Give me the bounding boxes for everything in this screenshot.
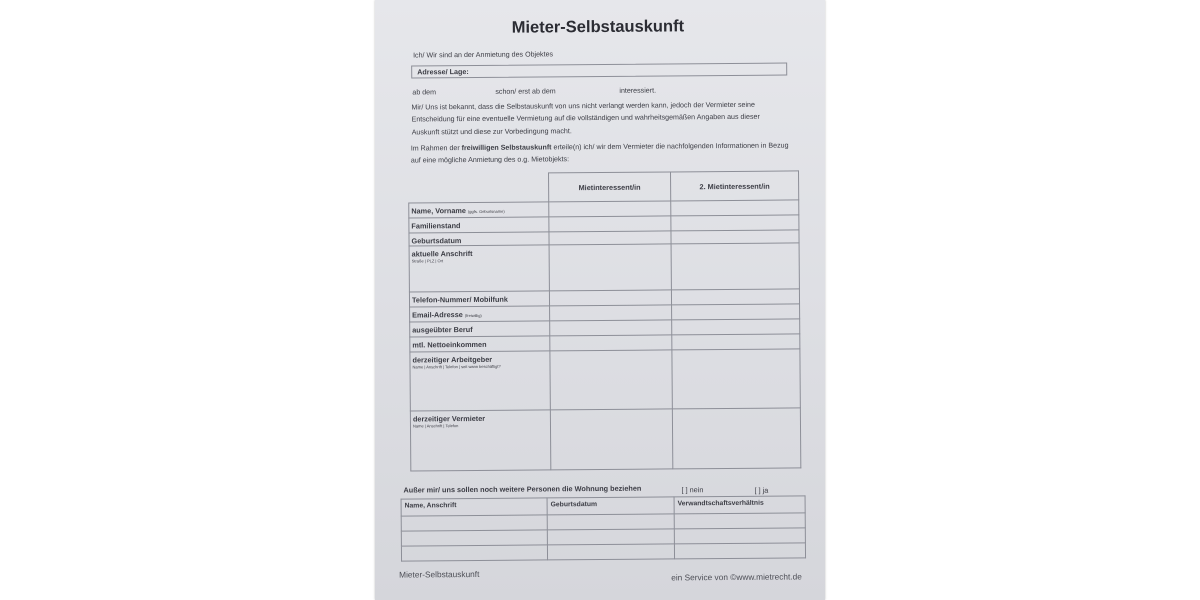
column-header-tenant-1: Mietinteressent/in	[549, 172, 671, 202]
footer-left: Mieter-Selbstauskunft	[399, 568, 480, 580]
input-cell[interactable]	[674, 513, 805, 529]
input-cell[interactable]	[671, 230, 799, 244]
row-hint-text: (ggfs. Geburtsname)	[467, 208, 505, 215]
footer-right: ein Service von ©www.mietrecht.de	[671, 571, 802, 583]
row-label-text: aktuelle Anschrift	[411, 248, 473, 259]
consent-paragraph	[411, 139, 791, 167]
row-label-occupation: ausgeübter Beruf	[410, 321, 550, 337]
address-field[interactable]: Adresse/ Lage:	[411, 63, 787, 79]
additional-persons-question: Außer mir/ uns sollen noch weitere Personen die Wohnung beziehen	[403, 483, 642, 495]
input-cell[interactable]	[549, 201, 671, 217]
checkbox-yes[interactable]: [ ] ja	[754, 485, 769, 495]
input-cell[interactable]	[550, 350, 672, 410]
column-header-birthdate: Geburtsdatum	[547, 497, 674, 515]
input-cell[interactable]	[401, 545, 547, 561]
row-label-text: derzeitiger Vermieter	[412, 413, 486, 424]
form-sheet	[375, 0, 825, 600]
row-sub-text: Straße | PLZ | Ort	[411, 258, 444, 264]
input-cell[interactable]	[671, 243, 799, 290]
input-cell[interactable]	[674, 543, 805, 559]
input-cell[interactable]	[401, 515, 547, 531]
input-cell[interactable]	[550, 409, 672, 470]
row-sub-text: Name | Anschrift | Telefon	[412, 423, 459, 429]
row-label-email	[410, 306, 550, 322]
consent-text-post: erteile(n) ich/ wir dem Vermieter die nachfolgenden Informationen in Bezug auf eine mögliche Anmietung des o.g. Mietobjekts:	[410, 141, 789, 165]
document-title: Mieter-Selbstauskunft	[511, 17, 685, 37]
input-cell[interactable]	[549, 244, 671, 291]
input-cell[interactable]	[672, 408, 800, 469]
checkbox-no[interactable]: [ ] nein	[681, 485, 704, 495]
additional-persons-table	[401, 495, 806, 561]
row-label-net-income: mtl. Nettoeinkommen	[410, 336, 550, 352]
consent-text-bold: freiwilligen Selbstauskunft	[461, 143, 552, 153]
tenant-info-table	[408, 170, 801, 471]
row-label-phone: Telefon-Nummer/ Mobilfunk	[409, 291, 549, 307]
row-sub-text: Name | Anschrift | Telefon | seit wann beschäftigt?	[412, 363, 501, 370]
row-label-text: Email-Adresse	[412, 310, 463, 320]
row-label-family-status: Familienstand	[409, 217, 549, 233]
row-label-address	[409, 245, 549, 292]
row-label-employer	[410, 351, 550, 411]
row-label-text: derzeitiger Arbeitgeber	[412, 354, 493, 365]
column-header-tenant-2: 2. Mietinteressent/in	[670, 171, 798, 201]
already-date-label: schon/ erst ab dem	[495, 87, 556, 96]
notice-paragraph: Mir/ Uns ist bekannt, dass die Selbstauskunft von uns nicht verlangt werden kann, jedoch der Vermieter seine Entscheidung für eine eventuelle Vermietung auf die vollständigen und wahrheitsgemäßen Angaben aus dieser Auskunft stützt und diese zur Vorbedingung macht.	[411, 100, 760, 137]
input-cell[interactable]	[672, 319, 800, 335]
interested-label: interessiert.	[619, 86, 657, 95]
input-cell[interactable]	[672, 304, 800, 320]
input-cell[interactable]	[549, 216, 671, 232]
row-hint-text: (freiwillig)	[464, 312, 482, 319]
input-cell[interactable]	[547, 514, 674, 530]
intro-text: Ich/ Wir sind an der Anmietung des Objektes	[413, 50, 554, 60]
input-cell[interactable]	[672, 334, 800, 350]
input-cell[interactable]	[550, 305, 672, 321]
document-page	[375, 0, 825, 600]
input-cell[interactable]	[671, 289, 799, 305]
column-header-name-address: Name, Anschrift	[401, 498, 547, 516]
from-date-label: ab dem	[412, 88, 437, 97]
row-label-birthdate: Geburtsdatum	[409, 232, 549, 246]
table-corner	[409, 173, 549, 203]
consent-text-pre: Im Rahmen der	[410, 144, 462, 153]
column-header-relationship: Verwandtschaftsverhältnis	[674, 496, 805, 514]
input-cell[interactable]	[674, 528, 805, 544]
input-cell[interactable]	[671, 215, 799, 231]
row-label-text: Name, Vorname	[411, 206, 466, 216]
input-cell[interactable]	[671, 200, 799, 216]
input-cell[interactable]	[550, 320, 672, 336]
input-cell[interactable]	[549, 231, 671, 245]
input-cell[interactable]	[549, 290, 671, 306]
input-cell[interactable]	[547, 529, 674, 545]
row-label-name	[409, 202, 549, 218]
input-cell[interactable]	[401, 530, 547, 546]
row-label-landlord	[410, 410, 550, 471]
input-cell[interactable]	[672, 349, 800, 409]
input-cell[interactable]	[550, 335, 672, 351]
input-cell[interactable]	[547, 544, 674, 560]
